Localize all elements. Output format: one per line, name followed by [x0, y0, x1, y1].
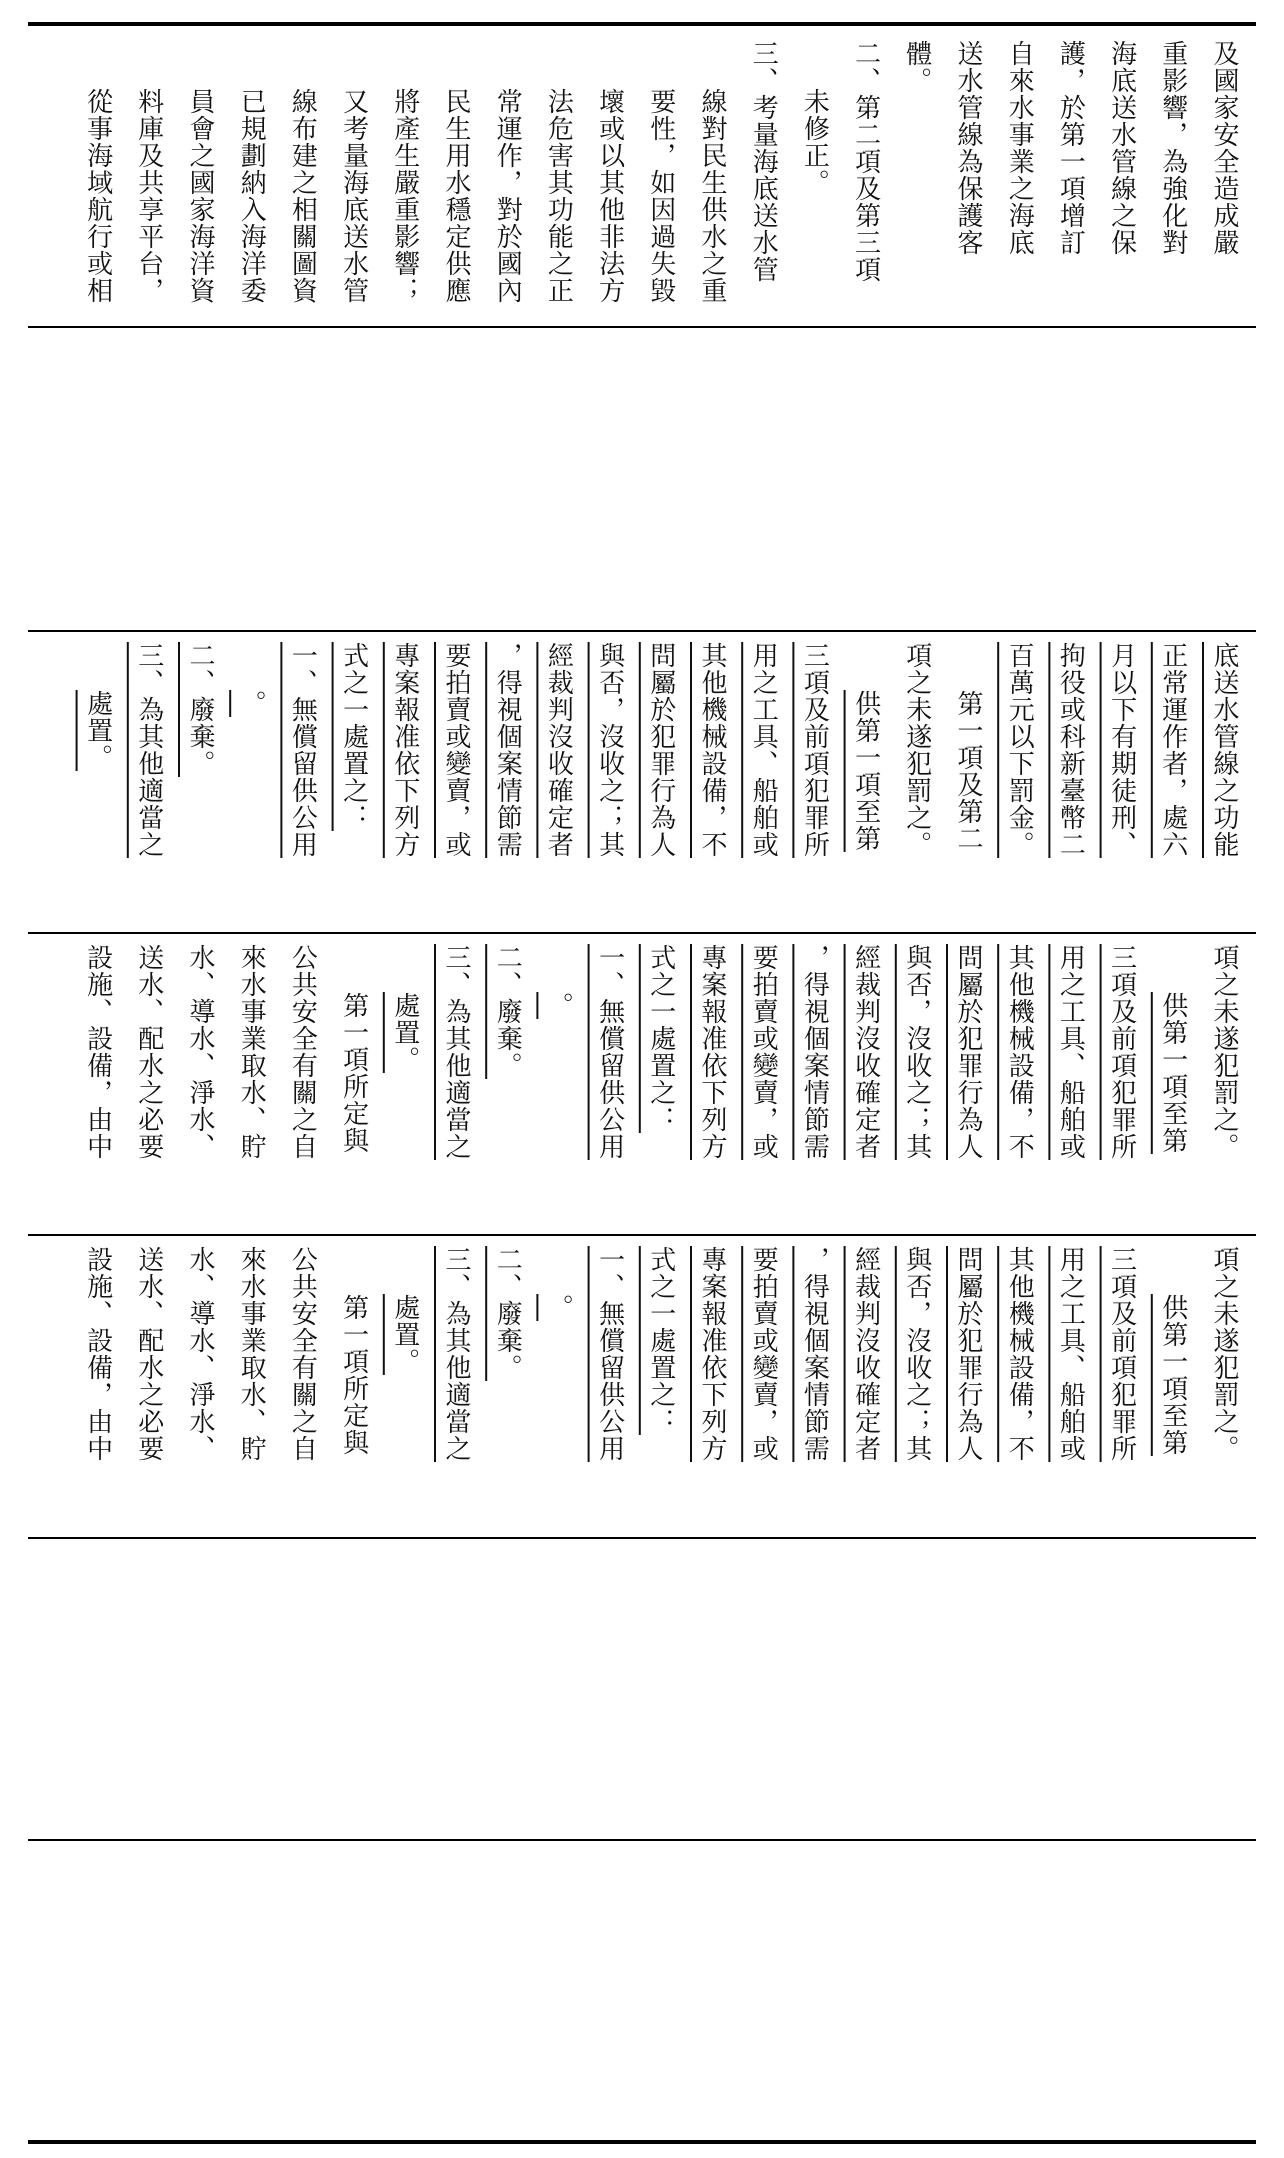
text-column: 供第一項至第	[1157, 1294, 1188, 1456]
text-column: 拘役或科新臺幣二	[1055, 642, 1086, 858]
text-column: 百萬元以下罰金。	[1004, 642, 1035, 858]
text-column: 又考量海底送水管	[338, 88, 369, 304]
text-column: 一、無償留供公用	[594, 944, 625, 1160]
text-column: 水、導水、淨水、	[185, 1246, 215, 1462]
text-column: 月以下有期徒刑、	[1106, 642, 1137, 858]
text-column: 用之工具、船舶或	[748, 642, 779, 858]
text-column: 問屬於犯罪行為人	[953, 944, 983, 1160]
text-column: 要拍賣或變賣，或	[441, 642, 471, 858]
text-column: ，得視個案情節需	[492, 642, 523, 858]
text-column: 第一項所定與	[338, 1294, 369, 1456]
text-column: 供第一項至第	[1157, 992, 1188, 1154]
text-column: 送水管線為保護客	[953, 40, 983, 256]
text-column: 要拍賣或變賣，或	[748, 1246, 779, 1462]
text-column: 第一項及第二	[953, 690, 983, 852]
text-column: 線對民生供水之重	[697, 88, 727, 304]
text-column: 自來水事業之海底	[1004, 40, 1035, 256]
text-column: 將產生嚴重影響；	[389, 88, 420, 304]
text-column: 未修正。	[799, 88, 830, 196]
text-column: 三、為其他適當之	[441, 1246, 471, 1462]
text-column: 送水、配水之必要	[133, 944, 164, 1160]
row-2	[28, 632, 1256, 930]
text-column: 線布建之相關圖資	[287, 88, 318, 304]
text-column: 三、為其他適當之	[133, 642, 164, 858]
rule-top	[28, 22, 1256, 26]
text-column: 問屬於犯罪行為人	[645, 642, 676, 858]
text-column: 正常運作者，處六	[1157, 642, 1188, 858]
text-column: 問屬於犯罪行為人	[953, 1246, 983, 1462]
text-column: 設施、設備，由中	[82, 1246, 113, 1462]
text-column: 項之未遂犯罰之。	[901, 642, 932, 858]
text-column: 二、廢棄。	[492, 944, 523, 1079]
text-column: 來水事業取水、貯	[236, 1246, 267, 1462]
text-column: 專案報准依下列方	[697, 1246, 727, 1462]
text-column: 經裁判沒收確定者	[543, 642, 574, 858]
text-column: 重影響，為強化對	[1157, 40, 1188, 256]
text-column: 護，於第一項增訂	[1055, 40, 1086, 256]
text-column: 常運作，對於國內	[492, 88, 523, 304]
text-column: 體。	[901, 40, 932, 94]
rule-bottom	[28, 2140, 1256, 2144]
text-column: 式之一處置之：	[338, 642, 369, 831]
text-column: 民生用水穩定供應	[441, 88, 471, 304]
row-1	[28, 30, 1256, 324]
text-column: 其他機械設備，不	[1004, 1246, 1035, 1462]
text-column: 公共安全有關之自	[287, 944, 318, 1160]
text-column: 其他機械設備，不	[697, 642, 727, 858]
text-column: 二、第二項及第三項	[850, 40, 881, 283]
text-column: 與否，沒收之；其	[594, 642, 625, 858]
text-column: 水、導水、淨水、	[185, 944, 215, 1160]
text-column: 二、廢棄。	[492, 1246, 523, 1381]
text-column: 其他機械設備，不	[1004, 944, 1035, 1160]
text-column: 三項及前項犯罪所	[1106, 944, 1137, 1160]
text-column: 供第一項至第	[850, 690, 881, 852]
text-column: 設施、設備，由中	[82, 944, 113, 1160]
text-column: 。	[543, 1294, 574, 1321]
text-column: 式之一處置之：	[645, 1246, 676, 1435]
text-column: 專案報准依下列方	[389, 642, 420, 858]
text-column: 料庫及共享平台，	[133, 88, 164, 304]
text-column: 已規劃納入海洋委	[236, 88, 267, 304]
text-column: 一、無償留供公用	[287, 642, 318, 858]
text-column: 要拍賣或變賣，或	[748, 944, 779, 1160]
text-column: 來水事業取水、貯	[236, 944, 267, 1160]
text-column: 與否，沒收之；其	[901, 1246, 932, 1462]
text-column: 法危害其功能之正	[543, 88, 574, 304]
text-column: 海底送水管線之保	[1106, 40, 1137, 256]
row-3	[28, 934, 1256, 1232]
text-column: 及國家安全造成嚴	[1209, 40, 1239, 256]
text-column: 三、考量海底送水管	[748, 40, 779, 283]
text-column: 式之一處置之：	[645, 944, 676, 1133]
text-column: 從事海域航行或相	[82, 88, 113, 304]
row-6	[28, 1539, 1256, 1837]
text-column: 。	[236, 690, 267, 717]
text-column: 處置。	[389, 992, 420, 1073]
text-column: 第一項所定與	[338, 992, 369, 1154]
text-column: 專案報准依下列方	[697, 944, 727, 1160]
text-column: 底送水管線之功能	[1209, 642, 1239, 858]
text-column: 經裁判沒收確定者	[850, 1246, 881, 1462]
text-column: 經裁判沒收確定者	[850, 944, 881, 1160]
text-column: 送水、配水之必要	[133, 1246, 164, 1462]
row-5	[28, 328, 1256, 628]
text-column: 壞或以其他非法方	[594, 88, 625, 304]
text-column: 三項及前項犯罪所	[799, 642, 830, 858]
text-column: 。	[543, 992, 574, 1019]
text-column: 項之未遂犯罰之。	[1209, 1246, 1239, 1462]
text-column: 員會之國家海洋資	[185, 88, 215, 304]
row-4	[28, 1236, 1256, 1535]
text-column: 三項及前項犯罪所	[1106, 1246, 1137, 1462]
text-column: 與否，沒收之；其	[901, 944, 932, 1160]
rule-6	[28, 1839, 1256, 1841]
text-column: 公共安全有關之自	[287, 1246, 318, 1462]
text-column: 項之未遂犯罰之。	[1209, 944, 1239, 1160]
text-column: 二、廢棄。	[185, 642, 215, 777]
text-column: 一、無償留供公用	[594, 1246, 625, 1462]
text-column: 用之工具、船舶或	[1055, 944, 1086, 1160]
text-column: 要性，如因過失毀	[645, 88, 676, 304]
text-column: 三、為其他適當之	[441, 944, 471, 1160]
text-column: ，得視個案情節需	[799, 944, 830, 1160]
text-column: 用之工具、船舶或	[1055, 1246, 1086, 1462]
text-column: ，得視個案情節需	[799, 1246, 830, 1462]
text-column: 處置。	[389, 1294, 420, 1375]
text-column: 處置。	[82, 690, 113, 771]
